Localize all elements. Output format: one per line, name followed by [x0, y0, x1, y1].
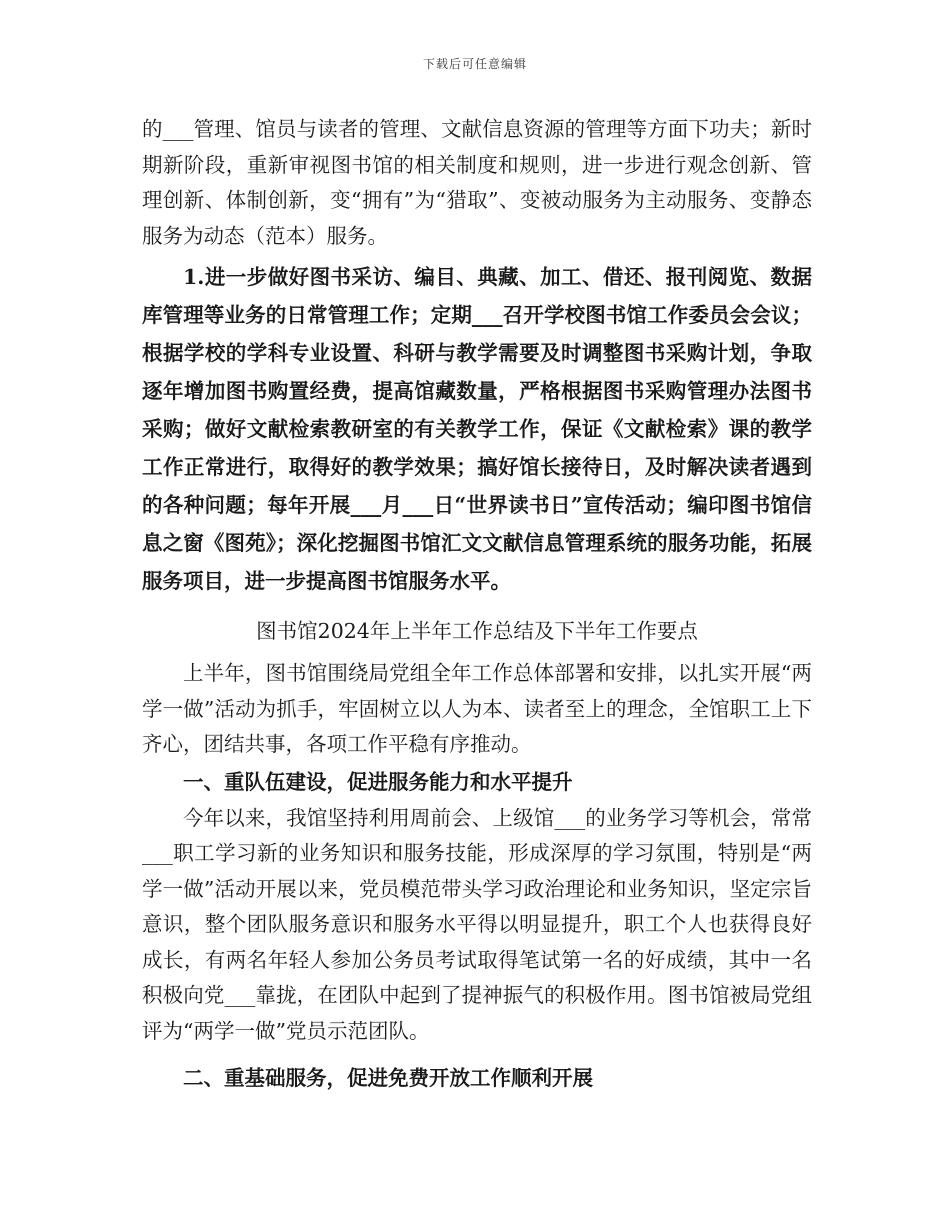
work-item-paragraph: 1.进一步做好图书采访、编目、典藏、加工、借还、报刊阅览、数据库管理等业务的日常管理工作；定期___召开学校图书馆工作委员会会议；根据学校的学科专业设置、科研与教学需要及时调整图书采购计划，争取逐年增加图书购置经费，提高馆藏数量，严格根据图书采购管理办法图书采购；做好文献检索教研室的有关教学工作，保证《文献检索》课的教学工作正常进行，取得好的教学效果；搞好馆长接待日，及时解决读者遇到的各种问题；每年开展___月___日“世界读书日”宣传活动；编印图书馆信息之窗《图苑》；深化挖掘图书馆汇文文献信息管理系统的服务功能，拓展服务项目，进一步提高图书馆服务水平。	[142, 265, 812, 593]
document-title: 图书馆2024年上半年工作总结及下半年工作要点	[256, 619, 698, 643]
intro-paragraph: 的___管理、馆员与读者的管理、文献信息资源的管理等方面下功夫；新时期新阶段，重新审视图书馆的相关制度和规则，进一步进行观念创新、管理创新、体制创新，变“拥有”为“猎取”、变被动服务为主动服务、变静态服务为动态（范本）服务。	[142, 117, 812, 248]
section-2-heading: 二、重基础服务，促进免费开放工作顺利开展	[183, 1066, 593, 1090]
section-1-heading: 一、重队伍建设，促进服务能力和水平提升	[183, 769, 573, 794]
document-body	[142, 112, 812, 1097]
summary-paragraph: 上半年，图书馆围绕局党组全年工作总体部署和安排，以扎实开展“两学一做”活动为抓手，牢固树立以人为本、读者至上的理念，全馆职工上下齐心，团结共事，各项工作平稳有序推动。	[142, 661, 812, 756]
section-1-paragraph: 今年以来，我馆坚持利用周前会、上级馆___的业务学习等机会，常常___职工学习新的业务知识和服务技能，形成深厚的学习氛围，特别是“两学一做”活动开展以来，党员模范带头学习政治理论和业务知识，坚定宗旨意识，整个团队服务意识和服务水平得以明显提升，职工个人也获得良好成长，有两名年轻人参加公务员考试取得笔试第一名的好成绩，其中一名积极向党___靠拢，在团队中起到了提神振气的积极作用。图书馆被局党组评为“两学一做”党员示范团队。	[142, 805, 812, 1043]
header-note: 下载后可任意编辑	[422, 57, 527, 71]
